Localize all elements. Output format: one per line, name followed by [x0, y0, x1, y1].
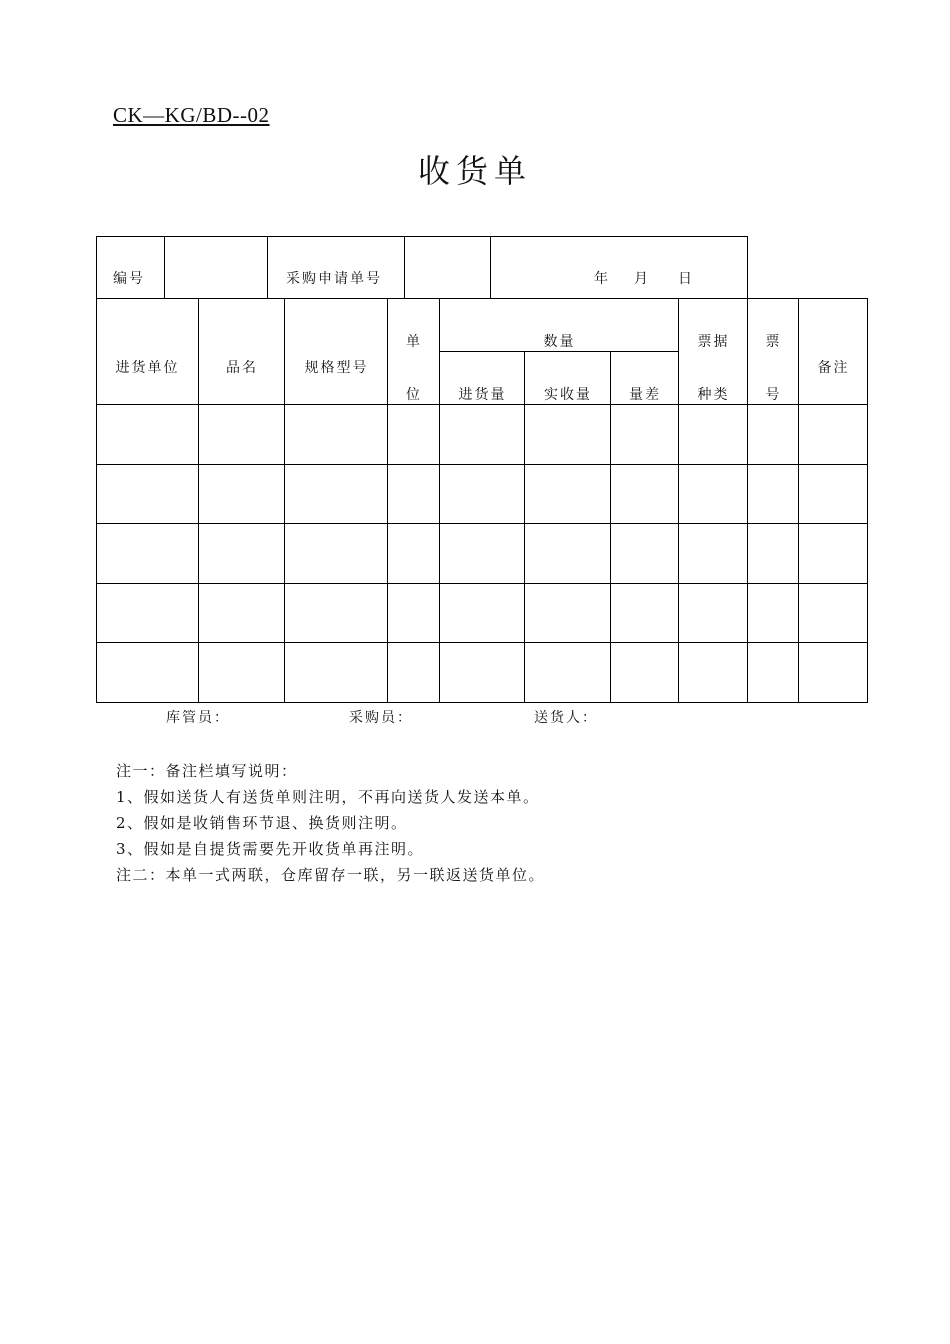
- col-unit-bottom: 位: [406, 387, 422, 403]
- date-month-label: 月: [634, 271, 650, 287]
- no-label: 编号: [113, 271, 145, 287]
- date-year-label: 年: [594, 271, 610, 287]
- col-quantity: 数量: [543, 334, 576, 350]
- col-remark: 备注: [817, 360, 850, 376]
- note-line: 注一：备注栏填写说明：: [116, 762, 298, 780]
- table-row[interactable]: [97, 584, 867, 642]
- col-unit-top: 单: [406, 334, 422, 350]
- page-title: 收货单: [417, 152, 532, 190]
- table-row[interactable]: [97, 524, 867, 583]
- col-spec: 规格型号: [304, 360, 369, 376]
- keeper-signature-label: 库管员：: [166, 710, 230, 726]
- buyer-signature-label: 采购员：: [349, 710, 413, 726]
- col-invoice-no-bottom: 号: [765, 387, 782, 403]
- document-code: CK—KG/BD--02: [113, 103, 270, 127]
- col-qty-in: 进货量: [458, 387, 507, 403]
- note-line: 注二：本单一式两联，仓库留存一联，另一联返送货单位。: [116, 866, 546, 884]
- note-line: 3、假如是自提货需要先开收货单再注明。: [116, 840, 425, 858]
- col-supplier: 进货单位: [115, 360, 180, 376]
- note-line: 1、假如送货人有送货单则注明，不再向送货人发送本单。: [116, 788, 540, 806]
- col-qty-diff: 量差: [629, 387, 661, 403]
- col-invoice-no-top: 票: [765, 334, 782, 350]
- table-row[interactable]: [97, 405, 867, 464]
- note-line: 2、假如是收销售环节退、换货则注明。: [116, 814, 408, 832]
- no-field[interactable]: [165, 237, 267, 298]
- col-product: 品名: [226, 360, 258, 376]
- date-day-label: 日: [678, 271, 694, 287]
- purchase-no-label: 采购申请单号: [286, 271, 382, 287]
- table-row[interactable]: [97, 643, 867, 702]
- notes-section: [116, 758, 545, 888]
- deliverer-signature-label: 送货人：: [534, 710, 598, 726]
- col-qty-received: 实收量: [544, 387, 592, 403]
- table-row[interactable]: [97, 465, 867, 523]
- purchase-no-field[interactable]: [405, 237, 490, 298]
- col-invoice-type-top: 票据: [697, 334, 730, 350]
- col-invoice-type-bottom: 种类: [697, 387, 730, 403]
